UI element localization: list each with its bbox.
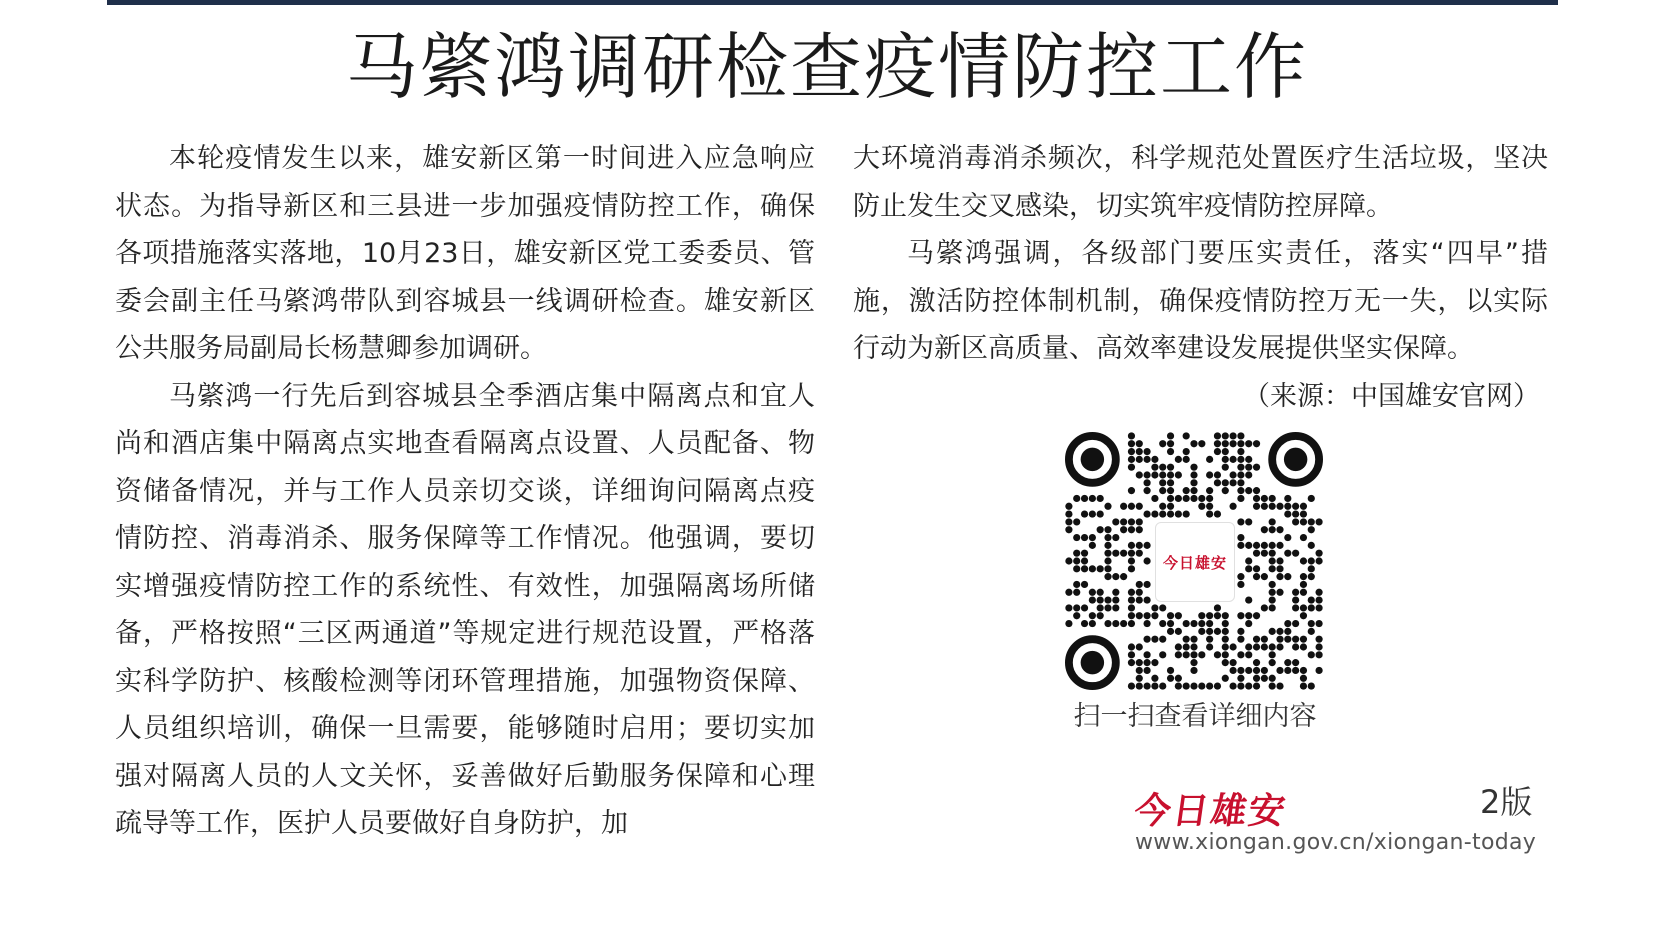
- masthead-logo: 今日雄安: [1131, 790, 1290, 832]
- qr-code[interactable]: [1065, 432, 1323, 690]
- article-paragraph-2-continued: 大环境消毒消杀频次，科学规范处置医疗生活垃圾，坚决防止发生交叉感染，切实筑牢疫情防控屏障。: [853, 143, 1548, 222]
- article-right-column: [853, 135, 1548, 420]
- article-headline: 马綮鸿调研检查疫情防控工作: [345, 25, 1308, 109]
- qr-logo-text: 今日雄安: [1162, 553, 1227, 572]
- article-source: （来源：中国雄安官网）: [1243, 380, 1540, 412]
- article-paragraph-3: 马綮鸿强调，各级部门要压实责任，落实“四早”措施，激活防控体制机制，确保疫情防控万无一失，以实际行动为新区高质量、高效率建设发展提供坚实保障。: [853, 238, 1548, 364]
- top-rule: [107, 0, 1558, 5]
- qr-caption: 扫一扫查看详细内容: [1073, 701, 1317, 732]
- article-paragraph-2: 马綮鸿一行先后到容城县全季酒店集中隔离点和宜人尚和酒店集中隔离点实地查看隔离点设置、人员配备、物资储备情况，并与工作人员亲切交谈，详细询问隔离点疫情防控、消毒消杀、服务保障等工作情况。他强调，要切实增强疫情防控工作的系统性、有效性，加强隔离场所储备，严格按照“三区两通道”等规定进行规范设置，严格落实科学防护、核酸检测等闭环管理措施，加强物资保障、人员组织培训，确保一旦需要，能够随时启用；要切实加强对隔离人员的人文关怀，妥善做好后勤服务保障和心理疏导等工作，医护人员要做好自身防护，加: [115, 380, 815, 839]
- website-url[interactable]: www.xiongan.gov.cn/xiongan-today: [1135, 830, 1537, 855]
- article-left-column: [115, 135, 815, 848]
- edition-number: 2版: [1480, 783, 1533, 821]
- qr-center-logo: [1155, 522, 1235, 602]
- article-paragraph-1: 本轮疫情发生以来，雄安新区第一时间进入应急响应状态。为指导新区和三县进一步加强疫情防控工作，确保各项措施落实落地，10月23日，雄安新区党工委委员、管委会副主任马綮鸿带队到容城县一线调研检查。雄安新区公共服务局副局长杨慧卿参加调研。: [115, 143, 815, 364]
